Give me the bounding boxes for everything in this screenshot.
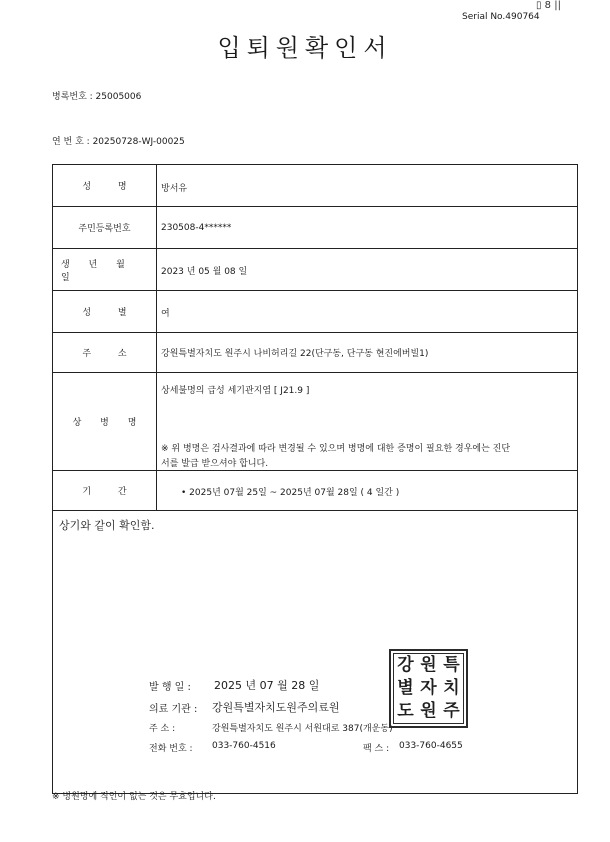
document-title: 입퇴원확인서 [217, 34, 393, 62]
row-address [53, 333, 577, 373]
seal-char: 치 [443, 678, 460, 698]
address-value: 강원특별자치도 원주시 나비허리길 22(단구동, 단구동 현진에버빌1) [161, 349, 429, 359]
sex-label: 성 별 [82, 308, 139, 318]
fax-label: 팩 스 : [363, 744, 390, 754]
fax-value: 033-760-4655 [399, 741, 463, 751]
row-period [53, 471, 577, 511]
address-label: 주 소 [82, 349, 139, 359]
doc-number-line [52, 134, 185, 147]
seal-char: 원 [420, 701, 437, 721]
footnote: ※ 병원명에 직인이 없는 것은 무효입니다. [52, 792, 216, 802]
row-name [53, 165, 577, 207]
disease-note-line2: 서를 발급 받으셔야 합니다. [161, 459, 269, 469]
doc-number-label: 연 번 호 : [52, 137, 90, 147]
issue-date-label: 발 행 일 : [149, 682, 191, 693]
official-seal [389, 649, 468, 728]
institution-value: 강원특별자치도원주의료원 [212, 701, 340, 714]
sex-value: 여 [161, 309, 170, 319]
registration-line [52, 89, 141, 102]
issuer-address-label: 주 소 : [149, 724, 176, 734]
resident-id-value: 230508-4****** [161, 223, 232, 233]
disease-label: 상 병 명 [72, 418, 145, 428]
issue-date-value: 2025 년 07 월 28 일 [214, 679, 320, 692]
row-birth [53, 249, 577, 291]
seal-char: 원 [420, 655, 437, 675]
registration-value: 25005006 [95, 92, 142, 102]
name-label: 성 명 [82, 182, 139, 192]
disease-note-line1: ※ 위 병명은 검사결과에 따라 변경될 수 있으며 병명에 대한 증명이 필요한 경우에는 진단 [161, 444, 511, 454]
issuer-address-value: 강원특별자치도 원주시 서원대로 387(개운동) [212, 724, 393, 734]
phone-value: 033-760-4516 [212, 741, 276, 751]
period-label: 기 간 [82, 487, 139, 497]
row-resident-id [53, 207, 577, 249]
period-value: • 2025년 07월 25일 ~ 2025년 07월 28일 ( 4 일간 ) [181, 488, 400, 498]
seal-char: 주 [443, 701, 460, 721]
doc-number-value: 20250728-WJ-00025 [92, 137, 185, 147]
registration-label: 병록번호 : [52, 92, 93, 102]
seal-char: 자 [420, 678, 437, 698]
row-sex [53, 291, 577, 333]
serial-number: Serial No.490764 [462, 12, 540, 22]
name-value: 방서유 [161, 184, 188, 194]
institution-label: 의료 기관 : [149, 704, 198, 715]
resident-id-label: 주민등록번호 [78, 224, 131, 234]
seal-char: 특 [443, 655, 460, 675]
confirm-text: 상기와 같이 확인함. [59, 519, 155, 532]
seal-char: 도 [397, 701, 414, 721]
disease-value: 상세불명의 급성 세기관지염 [ J21.9 ] [161, 386, 310, 396]
seal-char: 강 [397, 655, 414, 675]
phone-label: 전화 번호 : [149, 744, 193, 754]
row-disease [53, 373, 577, 471]
seal-char: 별 [397, 678, 414, 698]
corner-mark: ▯ 8 || [536, 0, 561, 11]
birth-value: 2023 년 05 월 08 일 [161, 267, 248, 277]
birth-label: 생 년 월 일 [61, 259, 133, 283]
